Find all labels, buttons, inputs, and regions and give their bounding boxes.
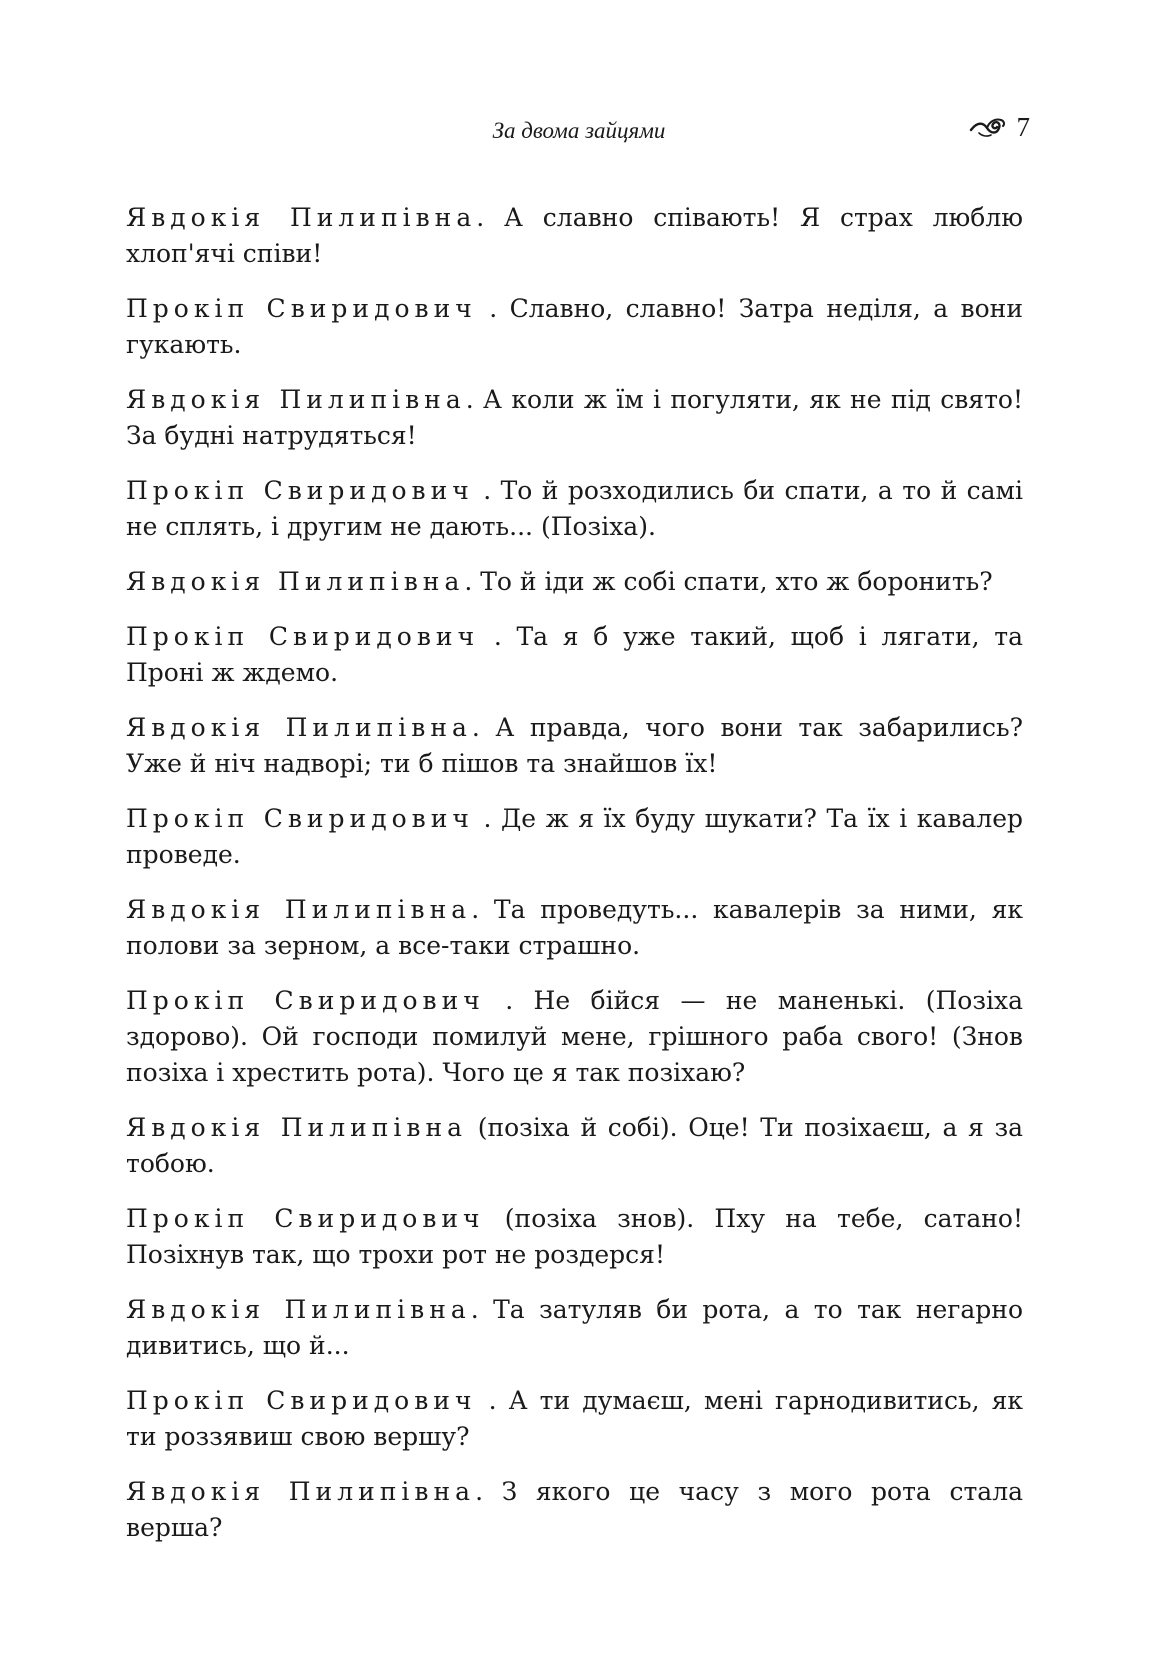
dialogue-line: . То й розходились би спати, а то й самі не сплять, і другим не дають... (Позіха).: [126, 476, 1024, 541]
dialogue-paragraph: [126, 1383, 1023, 1455]
dialogue-paragraph: [126, 473, 1023, 545]
dialogue-paragraph: [126, 710, 1023, 782]
dialogue-paragraph: [126, 1110, 1023, 1182]
dialogue-line: (позіха знов). Пху на тебе, сатано! Позіхнув так, що трохи рот не роздерся!: [126, 1204, 1024, 1269]
dialogue-paragraph: [126, 200, 1023, 272]
speaker-name: Прокіп Свиридович: [126, 804, 474, 833]
dialogue-paragraph: [126, 1474, 1023, 1546]
page-number-block: [969, 112, 1031, 143]
page-number: 7: [1016, 112, 1030, 142]
dialogue-line: . Та затуляв би рота, а то так негарно дивитись, що й...: [126, 1295, 1023, 1360]
dialogue-paragraph: [126, 564, 1023, 600]
dialogue-line: . А правда, чого вони так забарились? Уже й ніч надворі; ти б пішов та знайшов їх!: [126, 713, 1023, 778]
dialogue-paragraph: [126, 1201, 1023, 1273]
dialogue-paragraph: [126, 1292, 1023, 1364]
speaker-name: Явдокія Пилипівна: [126, 895, 472, 924]
dialogue-line: . А славно співають! Я страх люблю хлоп'ячі співи!: [126, 203, 1023, 268]
dialogue-line: . Та проведуть... кавалерів за ними, як полови за зерном, а все-таки страшно.: [126, 895, 1023, 960]
dialogue-paragraph: [126, 983, 1023, 1091]
speaker-name: Явдокія Пилипівна: [126, 713, 472, 742]
dialogue-line: . Славно, славно! Затра неділя, а вони гукають.: [126, 294, 1024, 359]
flourish-ornament-icon: [969, 116, 1007, 140]
dialogue-line: . Де ж я їх буду шукати? Та їх і кавалер проведе.: [126, 804, 1023, 869]
play-text: [126, 200, 1023, 1565]
dialogue-line: . То й іди ж собі спати, хто ж боронить?: [464, 567, 993, 596]
speaker-name: Прокіп Свиридович: [126, 1204, 485, 1233]
speaker-name: Явдокія Пилипівна: [126, 1295, 471, 1324]
speaker-name: Явдокія Пилипівна: [126, 1113, 468, 1142]
dialogue-line: . А коли ж їм і погуляти, як не під свято! За будні натрудяться!: [126, 385, 1023, 450]
speaker-name: Явдокія Пилипівна: [126, 567, 465, 596]
dialogue-paragraph: [126, 619, 1023, 691]
speaker-name: Прокіп Свиридович: [126, 622, 480, 651]
dialogue-paragraph: [126, 382, 1023, 454]
dialogue-line: . А ти думаєш, мені гарнодивитись, як ти роззявиш свою вершу?: [126, 1386, 1024, 1451]
speaker-name: Прокіп Свиридович: [126, 1386, 477, 1415]
dialogue-line: (позіха й собі). Оце! Ти позіхаєш, а я за тобою.: [126, 1113, 1023, 1178]
speaker-name: Явдокія Пилипівна: [126, 203, 477, 232]
dialogue-paragraph: [126, 892, 1023, 964]
dialogue-line: . Та я б уже такий, щоб і лягати, та Проні ж ждемо.: [126, 622, 1024, 687]
dialogue-paragraph: [126, 291, 1023, 363]
dialogue-line: . З якого це часу з мого рота стала верша?: [126, 1477, 1023, 1542]
speaker-name: Прокіп Свиридович: [126, 476, 474, 505]
speaker-name: Прокіп Свиридович: [126, 986, 485, 1015]
speaker-name: Прокіп Свиридович: [126, 294, 477, 323]
page-header: [126, 112, 1032, 152]
dialogue-paragraph: [126, 801, 1023, 873]
speaker-name: Явдокія Пилипівна: [126, 1477, 476, 1506]
dialogue-line: . Не бійся — не маненькі. (Позіха здорово). Ой господи помилуй мене, грішного раба свого! (Знов позіха і хрестить рота). Чого це я так позіхаю?: [126, 986, 1023, 1087]
running-title: За двома зайцями: [492, 118, 666, 143]
speaker-name: Явдокія Пилипівна: [126, 385, 466, 414]
